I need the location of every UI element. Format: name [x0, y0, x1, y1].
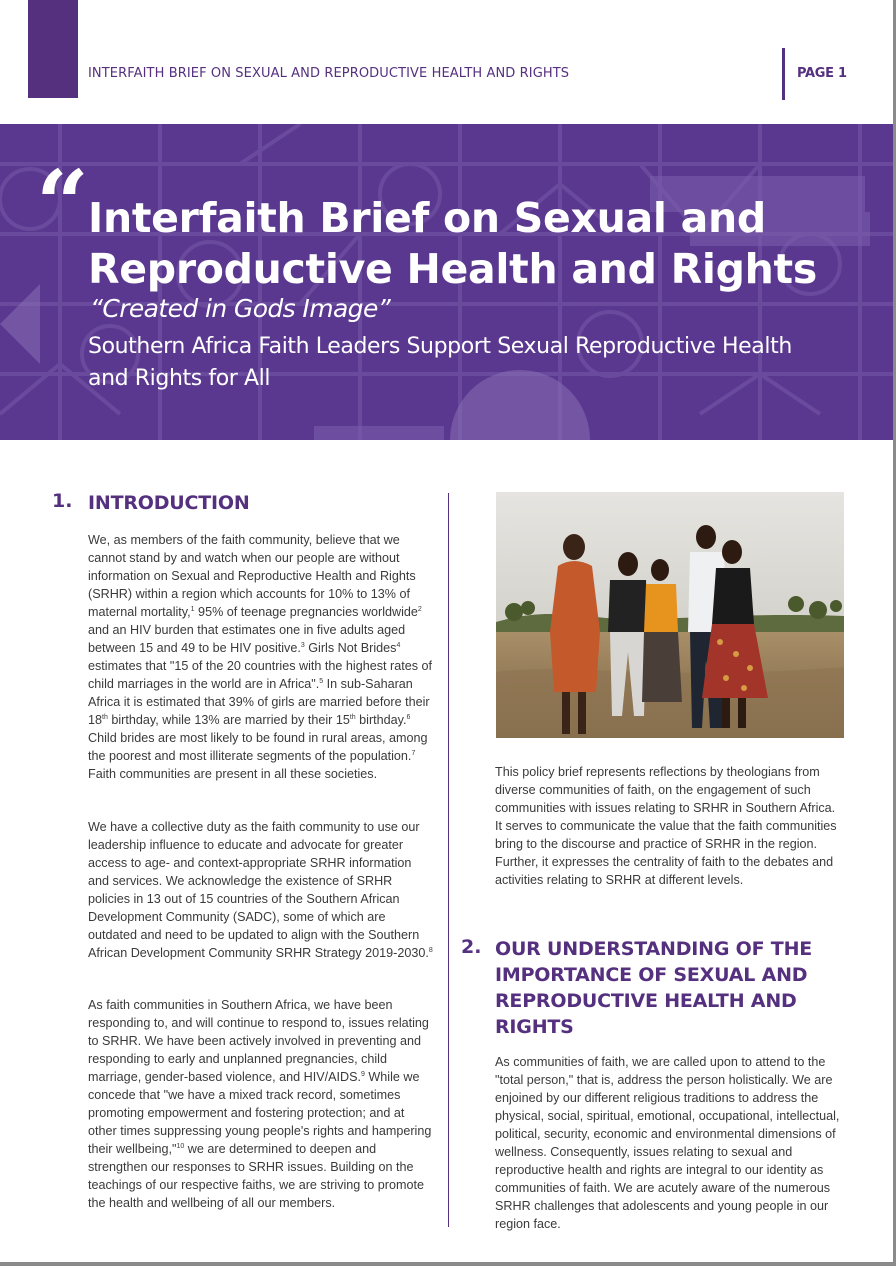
understanding-paragraph: As communities of faith, we are called upon to attend to the "total person," that is, address the person holistically. We are enjoined by our different religious traditions to address the physical, social, spiritual, emotional, occupational, intellectual, political, security, economic and environmental dimensions of wellness. Consequently, issues relating to sexual and reproductive health and rights are integral to our identity as communities of faith. We are acutely aware of the numerous SRHR challenges that adolescents and young people in our region face. [495, 1055, 840, 1231]
header-divider [782, 48, 785, 100]
section-2-number: 2. [461, 936, 482, 958]
intro-paragraph-3: As faith communities in Southern Africa, we have been responding to, and will continue to respond to, issues relating to SRHR. We have been actively involved in preventing and responding to early and unplanned pregnancies, child marriage, gender-based violence, and HIV/AIDS.$^9$ While we concede that "we have a mixed track record, sometimes promoting empowerment and fostering protection; and at other times suppressing young people's rights and hampering their wellbeing,"$^{10}$ we are determined to deepen and strengthen our responses to SRHR issues. Building on the teachings of our respective faiths, we are striving to promote the health and wellbeing of all our members. [88, 998, 432, 1210]
photo-illustration [496, 492, 844, 738]
corner-accent-block [28, 0, 78, 98]
running-header-title: INTERFAITH BRIEF ON SEXUAL AND REPRODUCTIVE HEALTH AND RIGHTS [88, 66, 570, 81]
intro-paragraph-1: We, as members of the faith community, believe that we cannot stand by and watch when our people are without information on Sexual and Reproductive Health and Rights (SRHR) within a region which accounts for 10% to 13% of maternal mortality,$^1$ 95% of teenage pregnancies worldwide$^2$ and an HIV burden that estimates one in five adults aged between 15 and 49 to be HIV positive.$^3$ Girls Not Brides$^4$ estimates that "15 of the 20 countries with the highest rates of child marriages in the world are in Africa".$^5$ In sub-Saharan Africa it is estimated that 39% of girls are married before their 18th birthday, while 13% are married by their 15th birthday.$^6$ Child brides are most likely to be found in rural areas, among the poorest and most illiterate segments of the population.$^7$ Faith communities are present in all these societies. [88, 533, 432, 781]
quote-mark-icon: “ [36, 150, 89, 258]
document-tagline: Southern Africa Faith Leaders Support Sexual Reproductive Health and Rights for All [88, 334, 792, 391]
document-title: Interfaith Brief on Sexual and Reproductive Health and Rights [88, 194, 817, 293]
document-subtitle: “Created in Gods Image” [90, 294, 391, 323]
column-divider [448, 493, 449, 1227]
section-1-heading: INTRODUCTION [88, 492, 250, 514]
policy-brief-paragraph: This policy brief represents reflections by theologians from diverse communities of faith, on the engagement of such communities with issues relating to SRHR in Southern Africa. It serves to communicate the value that the faith communities bring to the discourse and practice of SRHR in the region. Further, it expresses the centrality of faith to the debates and activities relating to SRHR at different levels. [495, 765, 837, 887]
section-2-heading: OUR UNDERSTANDING OF THE IMPORTANCE OF SEXUAL AND REPRODUCTIVE HEALTH AND RIGHTS [495, 938, 813, 1038]
intro-paragraph-2: We have a collective duty as the faith community to use our leadership influence to educate and advocate for greater access to age- and context-appropriate SRHR information and services. We acknowledge the existence of SRHR policies in 13 out of 15 countries of the Southern African Development Community (SADC), some of which are outdated and need to be updated to align with the Southern African Development Community SRHR Strategy 2019-2030.$^8$ [88, 820, 433, 960]
youth-group-photo [496, 492, 844, 738]
page-number-label: PAGE 1 [797, 66, 847, 81]
section-1-number: 1. [52, 490, 73, 512]
